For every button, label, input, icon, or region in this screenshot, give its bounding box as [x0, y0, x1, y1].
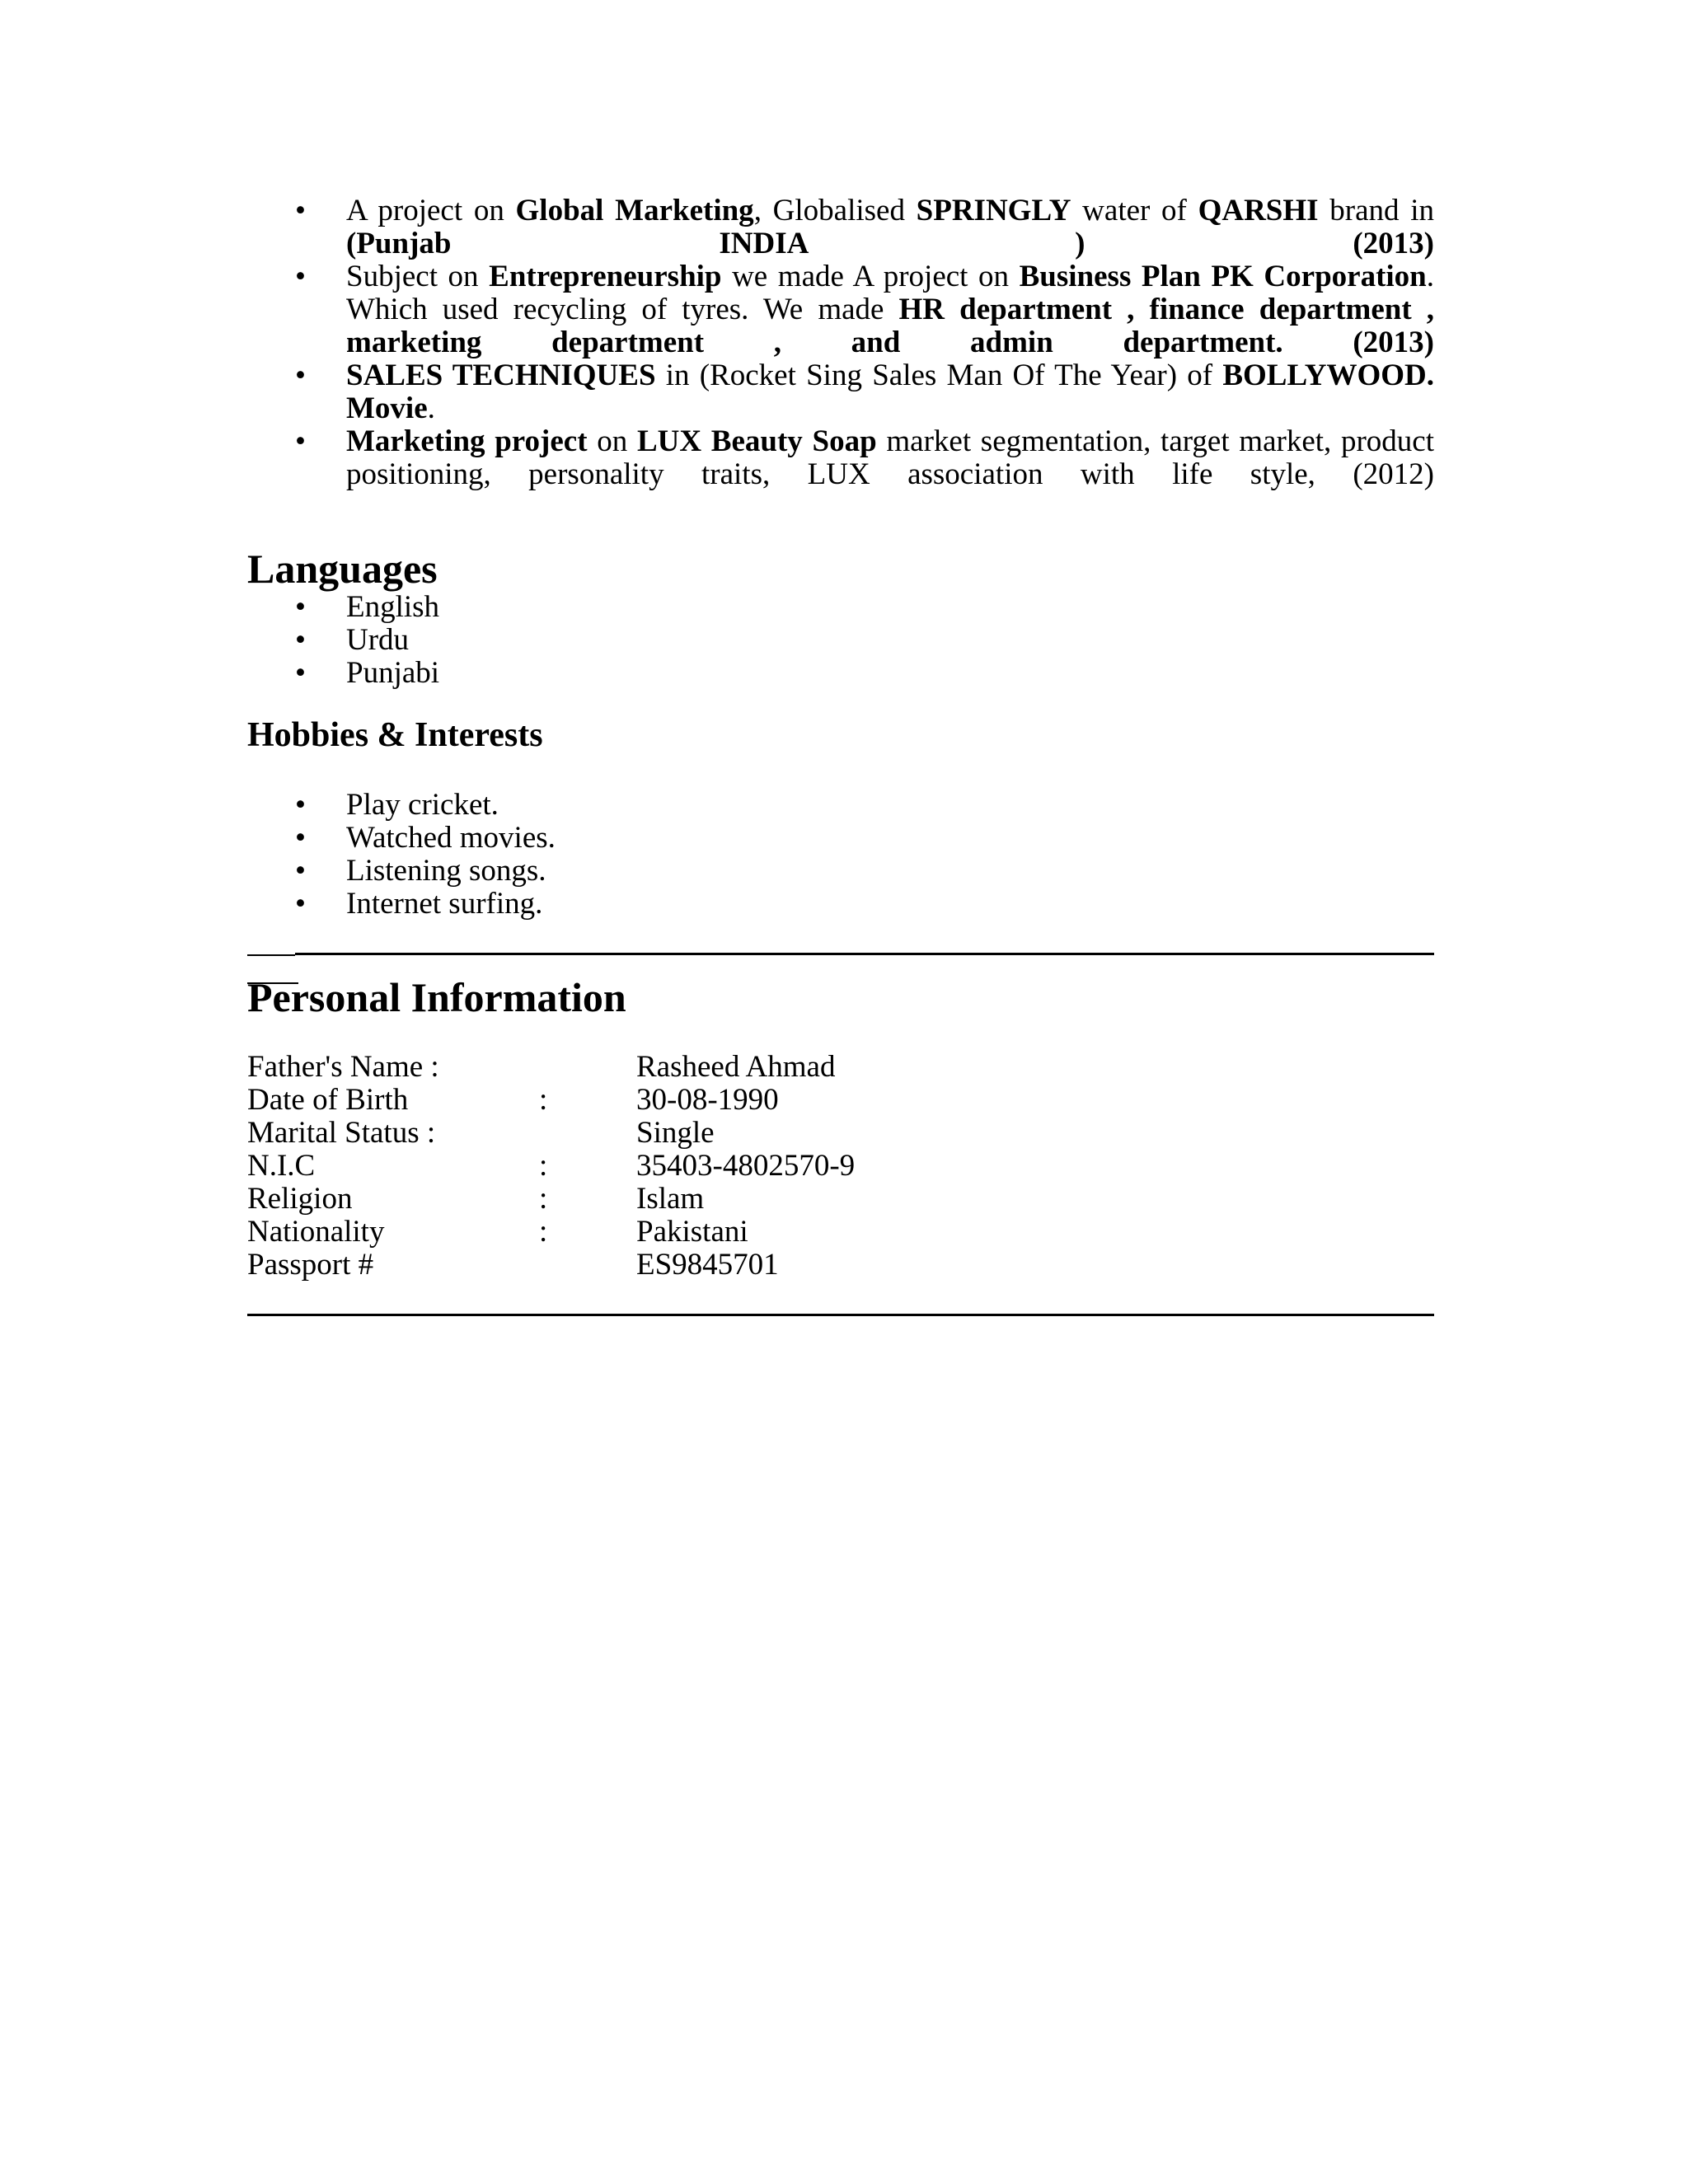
bullet-icon: • — [295, 623, 306, 657]
project-text-bold: HR department , finance department , marketing department , and admin department. (2013) — [346, 293, 1434, 359]
project-text-bold: QARSHI — [1198, 194, 1319, 227]
info-colon: : — [539, 1215, 548, 1249]
info-label: N.I.C — [247, 1149, 316, 1183]
project-text-run: . Which used recycling of tyres. We made — [346, 260, 1434, 326]
project-text — [346, 424, 1434, 491]
project-text-run: Subject on — [346, 260, 490, 293]
project-text-run: in (Rocket Sing Sales Man Of The Year) of — [655, 359, 1223, 392]
bullet-icon: • — [295, 887, 306, 921]
hobbies-heading: Hobbies & Interests — [247, 716, 543, 754]
info-colon: : — [539, 1149, 548, 1183]
info-label: Religion — [247, 1182, 353, 1216]
project-text-run: water of — [1071, 194, 1198, 227]
bullet-icon: • — [295, 359, 306, 392]
project-text-run: we made A project on — [721, 260, 1020, 293]
project-text-run: . — [427, 391, 435, 425]
language-item-text: Punjabi — [346, 656, 440, 690]
info-value: Rasheed Ahmad — [636, 1050, 836, 1084]
project-item — [247, 194, 1434, 260]
hobby-item-text: Play cricket. — [346, 788, 499, 822]
languages-heading: Languages — [247, 546, 438, 592]
project-text-bold: Marketing project — [346, 424, 588, 458]
info-row — [247, 1084, 1434, 1117]
language-item — [247, 624, 1434, 657]
project-text-bold: LUX Beauty Soap — [636, 424, 877, 458]
info-value: Pakistani — [636, 1215, 748, 1249]
language-item — [247, 657, 1434, 690]
languages-list — [247, 591, 1434, 690]
language-item-text: English — [346, 590, 440, 624]
language-item-text: Urdu — [346, 623, 410, 657]
project-text-bold: Business Plan PK Corporation — [1019, 260, 1427, 293]
info-label: Father's Name : — [247, 1050, 439, 1084]
project-text — [346, 359, 1434, 425]
info-row — [247, 1051, 1434, 1084]
bullet-icon: • — [295, 590, 306, 624]
info-value: ES9845701 — [636, 1248, 779, 1282]
project-text-bold: SALES TECHNIQUES — [346, 359, 656, 392]
project-text-bold: SPRINGLY — [916, 194, 1071, 227]
bullet-icon: • — [295, 854, 306, 888]
bullet-icon: • — [295, 194, 306, 227]
bullet-icon: • — [295, 260, 306, 293]
project-text-run: , Globalised — [753, 194, 917, 227]
project-text-run: on — [587, 424, 637, 458]
section-divider-top — [247, 953, 1434, 955]
projects-list — [247, 194, 1434, 491]
section-divider-bottom — [247, 1314, 1434, 1316]
hobby-item-text: Watched movies. — [346, 821, 556, 855]
project-item — [247, 359, 1434, 425]
info-value: Islam — [636, 1182, 705, 1216]
bullet-icon: • — [295, 788, 306, 822]
project-text-bold: Global Marketing — [515, 194, 754, 227]
section-divider-stub — [247, 954, 295, 956]
bullet-icon: • — [295, 656, 306, 690]
project-text-bold: BOLLYWOOD. Movie — [346, 359, 1434, 425]
hobby-item — [247, 789, 1434, 822]
info-colon: : — [539, 1083, 548, 1117]
project-item — [247, 425, 1434, 491]
hobbies-list — [247, 789, 1434, 921]
info-row — [247, 1150, 1434, 1183]
info-row — [247, 1216, 1434, 1249]
bullet-icon: • — [295, 424, 306, 458]
project-text — [346, 260, 1434, 359]
hobby-item-text: Internet surfing. — [346, 887, 543, 921]
project-text-bold: (Punjab INDIA ) (2013) — [346, 227, 1434, 260]
project-text-run: brand in — [1318, 194, 1434, 227]
project-text-bold: Entrepreneurship — [489, 260, 722, 293]
info-row — [247, 1183, 1434, 1216]
info-label: Marital Status : — [247, 1116, 436, 1150]
info-label: Nationality — [247, 1215, 385, 1249]
hobby-item — [247, 888, 1434, 921]
personal-info-table — [247, 1051, 1434, 1282]
project-text — [346, 194, 1434, 260]
info-label: Passport # — [247, 1248, 374, 1282]
info-row — [247, 1117, 1434, 1150]
personal-info-heading: Personal Information — [247, 974, 626, 1020]
hobby-item-text: Listening songs. — [346, 854, 546, 888]
hobby-item — [247, 855, 1434, 888]
info-value: 35403-4802570-9 — [636, 1149, 856, 1183]
bullet-icon: • — [295, 821, 306, 855]
info-colon: : — [539, 1182, 548, 1216]
info-value: Single — [636, 1116, 715, 1150]
project-item — [247, 260, 1434, 359]
info-label: Date of Birth — [247, 1083, 409, 1117]
info-value: 30-08-1990 — [636, 1083, 779, 1117]
language-item — [247, 591, 1434, 624]
info-row — [247, 1249, 1434, 1282]
project-text-run: A project on — [346, 194, 516, 227]
hobby-item — [247, 822, 1434, 855]
project-text-run: market segmentation, target market, product positioning, personality traits, LUX association with life style, (2012) — [346, 424, 1435, 491]
